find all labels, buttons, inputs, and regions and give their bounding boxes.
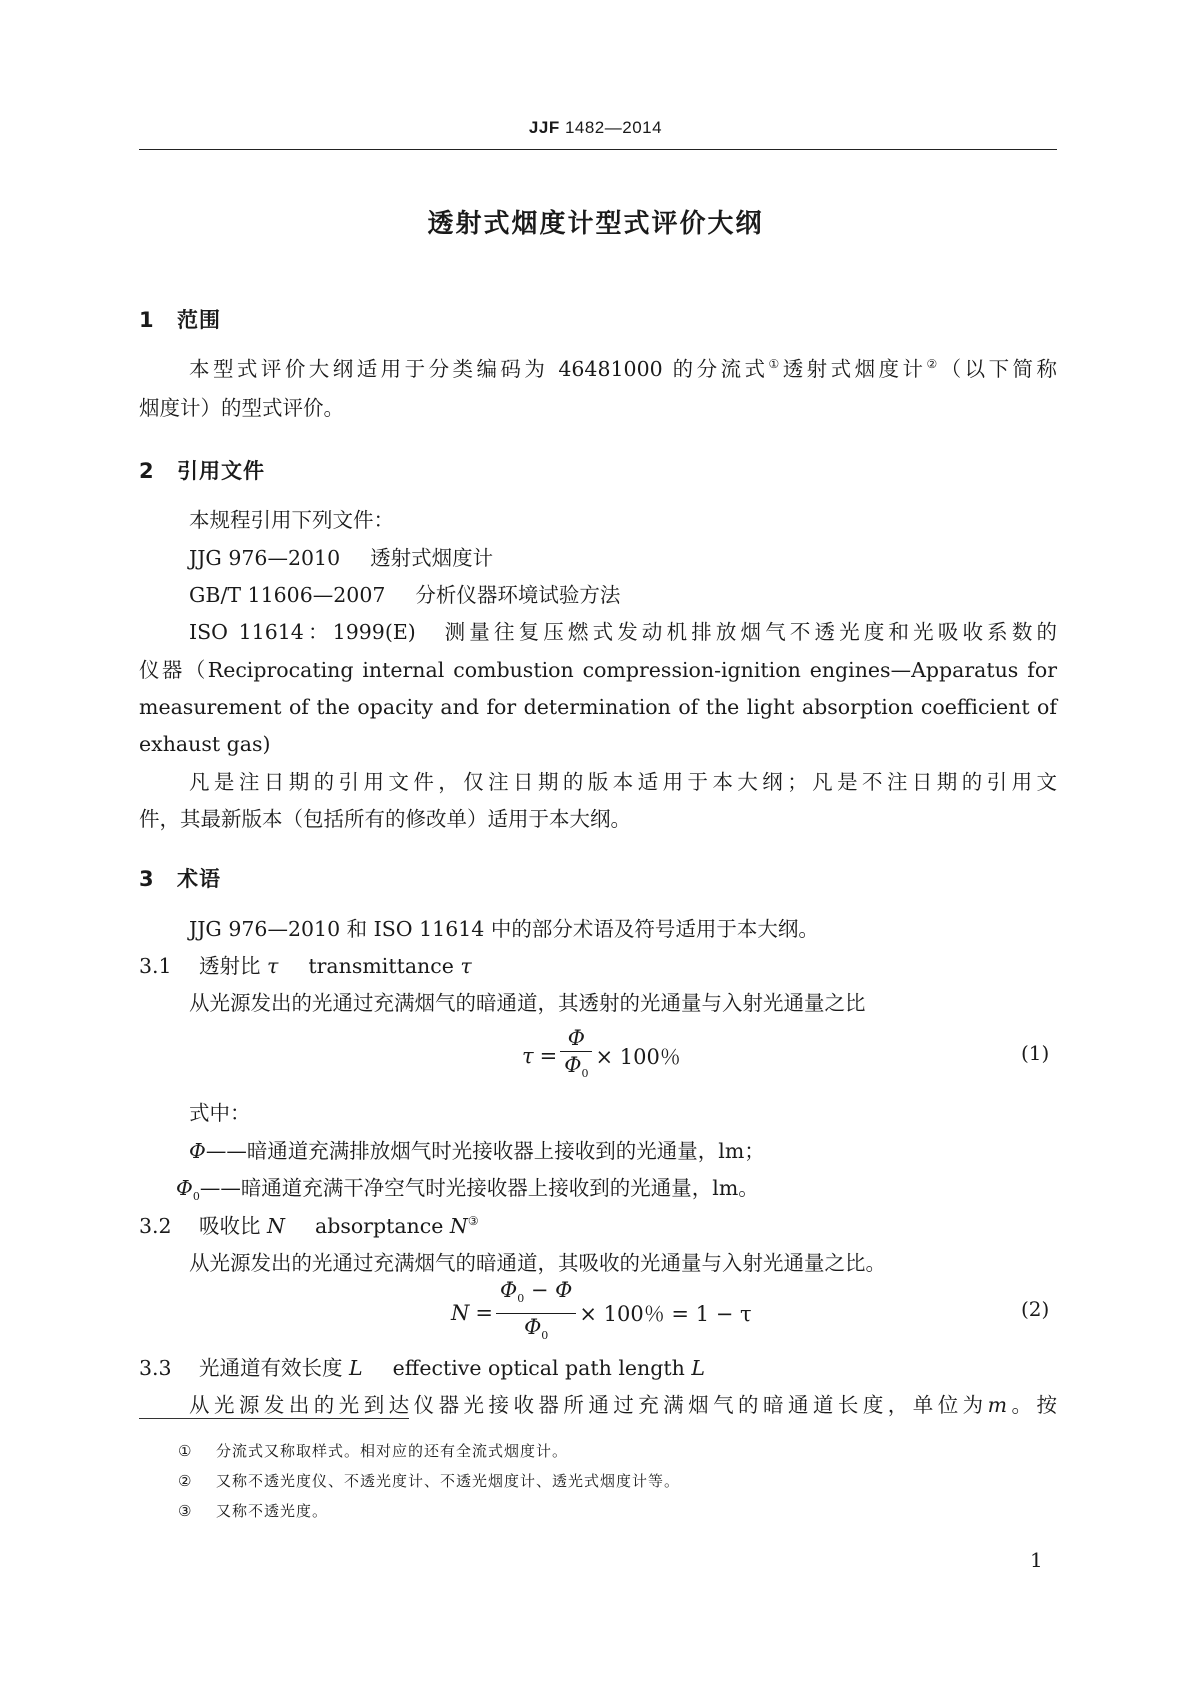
footnote-1 [178,1440,568,1461]
term-3-3-heading [139,1350,705,1387]
term-3-1-definition: 从光源发出的光通过充满烟气的暗通道，其透射的光通量与入射光通量之比 [189,991,866,1015]
footnote-3-text: 又称不透光度。 [216,1502,329,1520]
reference-2-code: GB/T 11606—2007 [189,583,386,607]
section-2-title: 引用文件 [177,459,265,483]
term-3-2-symbol-en: N [449,1214,468,1238]
term-3-2-symbol-cn: N [267,1214,285,1238]
formula-1-rest: × 100％ [595,1045,681,1069]
references-intro: 本规程引用下列文件： [189,508,394,532]
terms-intro: JJG 976—2010 和 ISO 11614 中的部分术语及符号适用于本大纲。 [189,917,819,941]
footnote-ref-1[interactable]: ① [768,357,783,372]
term-3-2-definition: 从光源发出的光通过充满烟气的暗通道，其吸收的光通量与入射光通量之比。 [189,1251,886,1275]
term-3-3-en: effective optical path length [392,1356,685,1380]
term-3-3-definition-b: 。按 [1007,1393,1058,1417]
section-3-title: 术语 [177,867,221,891]
term-3-2-cn: 吸收比 [199,1214,261,1238]
reference-3-line4: exhaust gas) [139,732,271,756]
equation-number-1: (1) [1021,1041,1050,1065]
formula-2-lhs: N [451,1301,470,1325]
formula-2-denominator-sub: 0 [541,1328,549,1342]
formula-1-equals: = [539,1044,558,1068]
footnote-1-mark: ① [178,1442,193,1460]
section-2-number: 2 [139,459,155,483]
footnote-ref-3[interactable]: ③ [467,1214,479,1229]
formula-2-equals: = [475,1301,493,1325]
term-3-1-en: transmittance [308,954,454,978]
variable-phi-description: ——暗通道充满排放烟气时光接收器上接收到的光通量，lm； [205,1139,765,1163]
term-3-1-number: 3.1 [139,954,172,978]
term-3-1-symbol-cn: τ [267,954,279,978]
reference-2-title: 分析仪器环境试验方法 [415,583,621,607]
footnote-3-mark: ③ [178,1502,193,1520]
section-1-number: 1 [139,308,155,332]
term-3-2-heading [139,1208,479,1245]
formula-1-denominator-sub: 0 [581,1067,589,1081]
header-rule [139,149,1057,150]
formula-1 [519,1025,684,1087]
reference-1-code: JJG 976—2010 [189,546,341,570]
footnote-2-mark: ② [178,1472,193,1490]
scope-text-c: （以下简称 [940,357,1058,381]
header-number: 1482—2014 [564,118,663,137]
section-3-number: 3 [139,867,155,891]
reference-3-line2: 仪器（Reciprocating internal combustion compression-ignition engines—Apparatus for [139,658,1057,682]
reference-1 [189,540,493,577]
term-3-2-en: absorptance [314,1214,444,1238]
variable-phi0-symbol: Φ [176,1176,193,1200]
term-3-1-cn: 透射比 [199,954,261,978]
footnote-3 [178,1500,328,1521]
reference-1-title: 透射式烟度计 [370,546,494,570]
equation-number-2: (2) [1021,1297,1050,1321]
variable-phi-symbol: Φ [189,1139,206,1163]
formula-1-denominator: Φ [564,1052,582,1077]
footnote-2-text: 又称不透光度仪、不透光度计、不透光烟度计、透光式烟度计等。 [216,1472,681,1490]
formula-2-denominator: Φ [524,1314,542,1339]
formula-2-fraction [496,1277,576,1348]
variable-phi0-subscript: 0 [192,1190,200,1204]
scope-text-b: 透射式烟度计 [782,357,927,381]
variable-phi [189,1133,765,1170]
variable-phi0-description: ——暗通道充满干净空气时光接收器上接收到的光通量，lm。 [199,1176,759,1200]
footnote-2 [178,1470,680,1491]
section-1-heading [139,304,221,334]
formula-1-lhs: τ [522,1044,534,1068]
term-3-3-definition-a: 从光源发出的光到达仪器光接收器所通过充满烟气的暗通道长度，单位为 [189,1393,988,1417]
term-3-3-cn: 光通道有效长度 [199,1356,343,1380]
document-title: 透射式烟度计型式评价大纲 [427,209,764,239]
page-number: 1 [1030,1548,1043,1572]
term-3-2-number: 3.2 [139,1214,172,1238]
term-3-3-unit: m [987,1393,1008,1417]
term-3-1-symbol-en: τ [460,954,472,978]
formula-2-numerator-b: − Φ [530,1278,573,1303]
scope-paragraph-line2: 烟度计）的型式评价。 [139,396,344,420]
formula-2-numerator-a: Φ [499,1278,518,1303]
term-3-3-symbol-en: L [691,1356,705,1380]
references-note-line2: 件，其最新版本（包括所有的修改单）适用于本大纲。 [139,807,631,831]
section-3-heading [139,863,221,893]
term-3-3-symbol-cn: L [349,1356,363,1380]
scope-paragraph-line1 [189,351,1057,388]
formula-1-numerator: Φ [560,1025,592,1052]
section-1-title: 范围 [177,308,221,332]
reference-2 [189,577,620,614]
scope-text-a: 本型式评价大纲适用于分类编码为 46481000 的分流式 [189,357,769,381]
references-note-line1: 凡是注日期的引用文件，仅注日期的版本适用于本大纲；凡是不注日期的引用文 [189,770,1057,794]
where-label: 式中： [189,1101,251,1125]
section-2-heading [139,455,265,485]
running-header [0,118,1191,138]
footnote-1-text: 分流式又称取样式。相对应的还有全流式烟度计。 [216,1442,569,1460]
formula-2-rest: × 100％ = 1 − τ [579,1302,752,1326]
footnote-ref-2[interactable]: ② [926,357,941,372]
formula-1-fraction [560,1025,592,1087]
reference-3-line3: measurement of the opacity and for determination of the light absorption coefficient of [139,695,1057,719]
term-3-1-heading [139,948,472,985]
term-3-3-number: 3.3 [139,1356,172,1380]
formula-2-numerator-sub: 0 [517,1292,525,1306]
formula-2 [448,1278,755,1344]
footnote-rule [139,1418,409,1419]
header-code: JJF [528,118,560,137]
reference-3-line1: ISO 11614：1999(E) 测量往复压燃式发动机排放烟气不透光度和光吸收系数的 [189,620,1057,644]
